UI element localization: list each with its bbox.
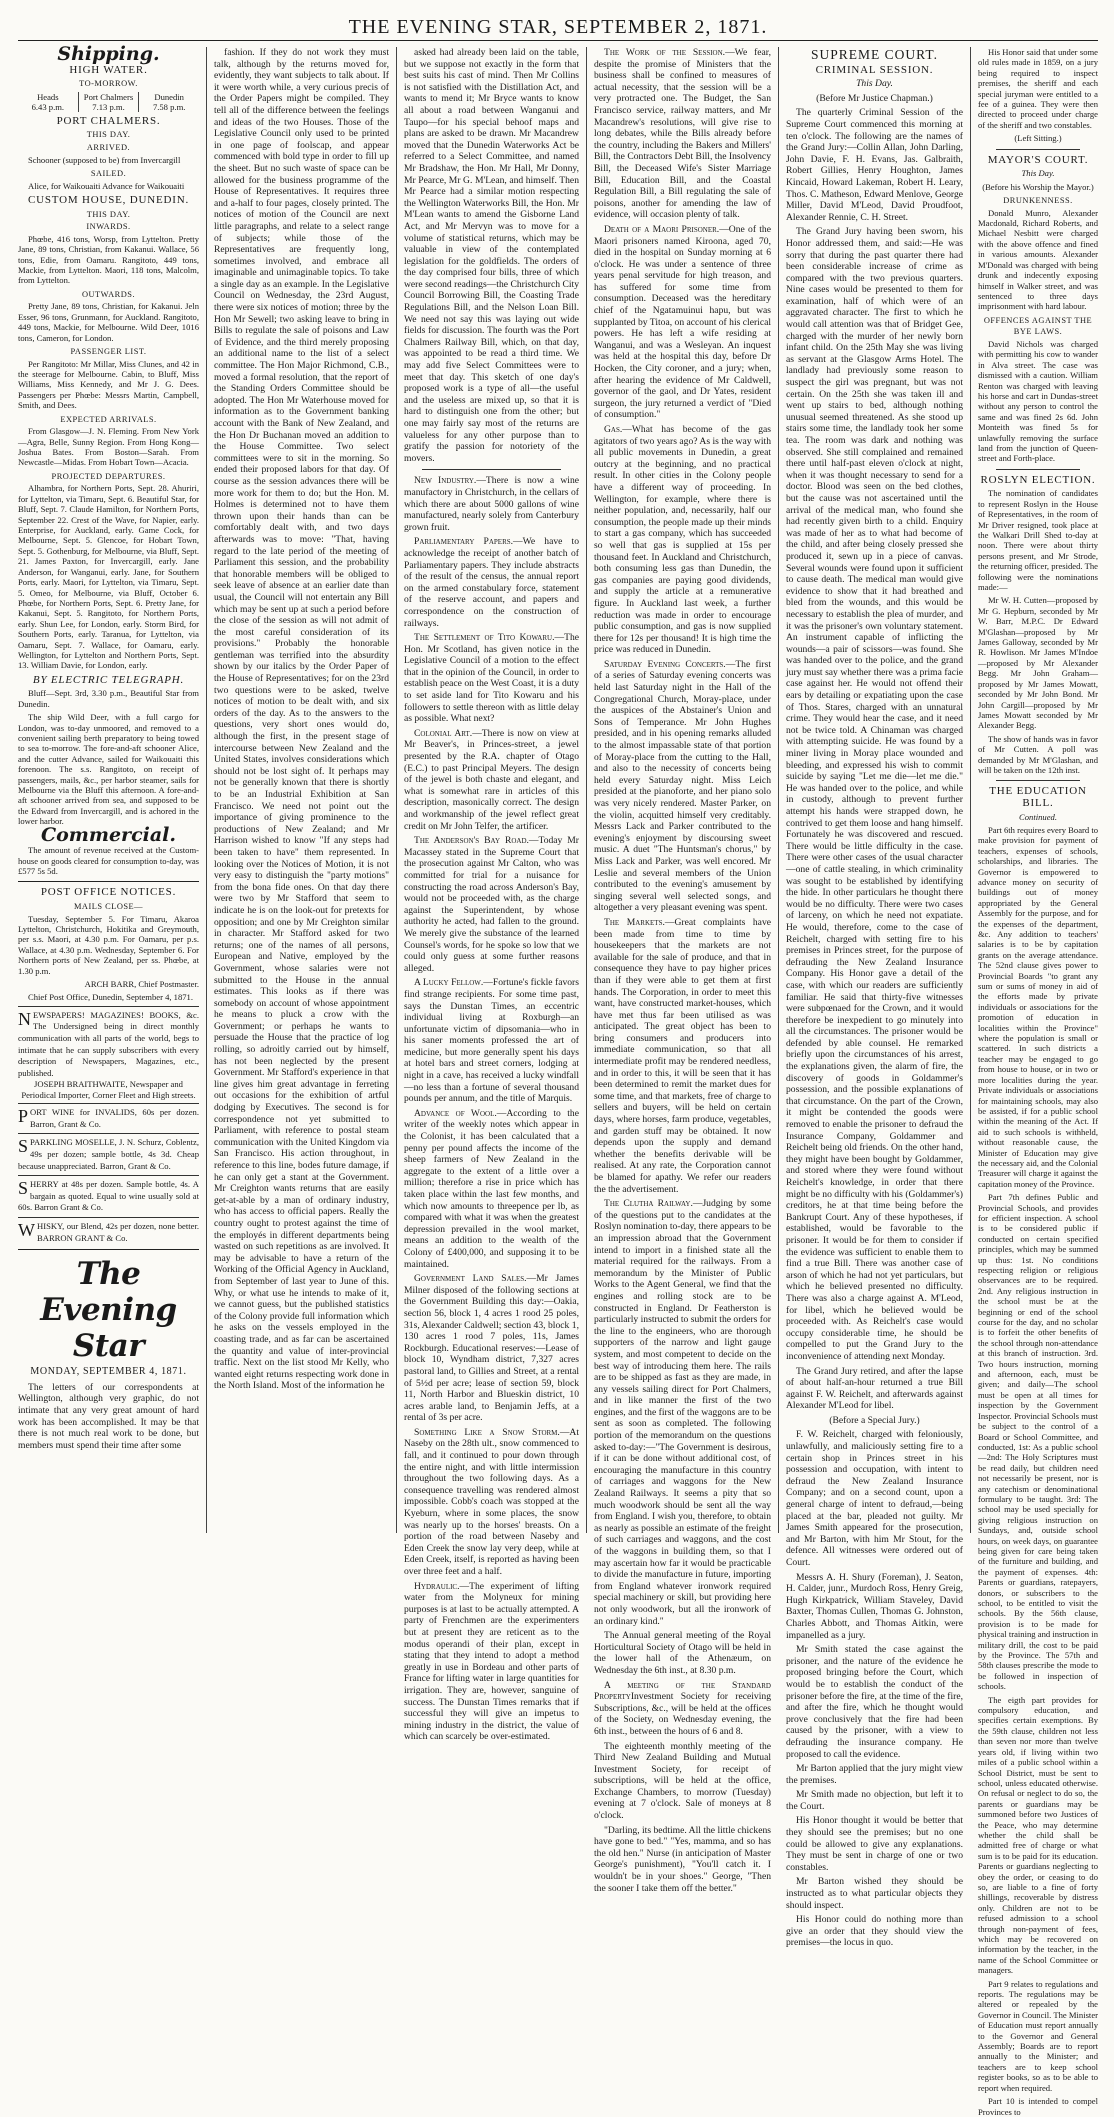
ad-sherry: SHERRY at 48s per dozen. Sample bottle, 4s. A bargain as quoted. Equal to wine usually sold at 60s. Barron Grant & Co.	[18, 1175, 199, 1214]
bye-laws-text: David Nichols was charged with permitting his cow to wander in Alva street. The case was dismissed with a caution. William Renton was charged with leaving his horse and cart in Dundas-street without any person to control the same and was fined 2s 6d. John Monteith was fined 5s for unlawfully removing the surface land from the junction of Queen-street and Forth-place.	[978, 338, 1098, 464]
inwards-label: INWARDS.	[86, 222, 131, 232]
leader-conclusion: asked had already been laid on the table, but we suppose not exactly in the form that best suits his cast of mind. Then Mr Collins is not satisfied with the Distillation Act, and wants to mend it; Mr Bryce wants to know all about a road between Wanganui and Taupo—for his special behoof maps and plans are asked to be drawn. Mr Macandrew moved that the Dunedin Waterworks Act be referred to a Select Committee, and named Mr Bradshaw, the Hon. Mr Hall, Mr Donny, Mr Pearce, Mr G. M'Lean, and himself. Then Mr Pearce had a similar motion respecting the Wellington Waterworks Bill, the Hon. Mr M'Lean wants to amend the Gisborne Land Act, and Mr Mervyn was to move for a volume of statistical returns, which may be valuable in view of the contemplated legislation for the goldfields. The orders of the day comprised four bills, three of which were second readings—the Christchurch City Council Borrowing Bill, the Coasting Trade Regulations Bill, and the Nelson Loan Bill. We need not say this was laying out wide fields for discussion. The fourth was the Port Chalmers Railway Bill, which, on that day, was appointed to be read a third time. We may add five Select Committees were to meet that day. This sketch of one day's proposed work is a type of all—the useful and the useless are mixed up, so that it is hard to distinguish one from the other; but one may fairly say most of the returns are valueless for any other purpose than to gratify the passion for notoriety of the movers.	[404, 47, 579, 464]
columns	[18, 43, 1099, 2117]
news-item-title: The Work of the Session.	[604, 47, 726, 58]
customs-heading: CUSTOM HOUSE, DUNEDIN.	[27, 193, 189, 206]
leader-date: MONDAY, SEPTEMBER 4, 1871.	[30, 1366, 187, 1378]
leader-text: The letters of our correspondents at Wellington, although very graphic, do not intimate that any very great amount of hard work has been accomplished. It may be that there is not much real work to be done, but members must spend their time after some	[18, 1381, 199, 1451]
mayor-text: Donald Munro, Alexander Macdonald, Richard Roberts, and Michael Nesbitt were charged with the above offence and fined in various amounts. Alexander M'Donald was charged with being drunk and indecently exposing himself in Walker street, and was sentenced to three days imprisonment with hard labour.	[978, 207, 1098, 312]
column-6	[970, 47, 1099, 2117]
news-item	[594, 47, 771, 221]
high-water-heading: HIGH WATER.	[69, 63, 148, 76]
court-before: (Before Mr Justice Chapman.)	[816, 92, 933, 104]
mayors-court-heading: MAYOR'S COURT.	[987, 153, 1089, 166]
news-item	[594, 1198, 771, 1627]
education-text-1: Part 6th requires every Board to make provision for payment of teachers, expenses of schools, scholarships, and libraries. The Governor is empowered to advance money on security of buildings out of money appropriated by the General Assembly for the purpose, and for the expenses of the department, &c. Any addition to teachers' salaries is to be by capitation grants on the average attendance. The 52nd clause gives power to Provincial Boards "to grant any sum or sums of money in aid of the efforts made by private individuals or associations for the promotion of education in localities within the Province" where the population is small or scattered. In such districts a teacher may be engaged to go from house to house, or in two or more localities during the year. Private individuals or associations for maintaining schools, may also be assisted, if for a public school within the meaning of the Act. If aid to such schools is withheld, without reasonable cause, the Minister of Education may give the necessary aid, and the Colonial Treasurer will charge it against the capitation money of the Province.	[978, 824, 1099, 1189]
tide-dunedin: Dunedin 7.58 p.m.	[138, 92, 199, 112]
tomorrow-label: TO-MORROW.	[79, 79, 138, 89]
telegraph-heading: BY ELECTRIC TELEGRAPH.	[32, 673, 185, 686]
news-item-text: —The first of a series of Saturday evening concerts was held last Saturday night in the Hall of the Congregational Church, Moray-place, under the auspices of the Abstainer's Union and Sons of Temperance. Mr John Hughes presided, and in his opening remarks alluded to the almost impassable state of that portion of Moray-place from the cutting to the Hall, and also to the necessity of concerts being held every Saturday night. Miss Leich presided at the pianoforte, and her piano solo was very nicely rendered. Master Parker, on the violin, acquitted himself very creditably. Messrs Lack and Parker contributed to the evening's enjoyment by discoursing sweet music. A duet "The Huntsman's chorus," by Miss Lack and Parker, was well encored. Mr Leslie and several members of the Union contributed to the evening's amusement by singing several well selected songs, and altogether a very pleasant evening was spent.	[594, 658, 771, 914]
news-item	[594, 424, 771, 656]
news-item-text: —At Naseby on the 28th ult., snow commenced to fall, and it continued to pour down through the entire night, and with little intermission throughout the two following days. As a consequence travelling was rendered almost impossible. Cobb's coach was stopped at the Kyeburn, where in some places, the snow was nearly up to the horses' breasts. On a portion of the road between Naseby and Eden Creek the snow lay very deep, while at Eden Creek, itself, is reported as having been over three feet and a half.	[404, 1426, 579, 1577]
local-news-list-2	[594, 47, 771, 1894]
court-this-day: This Day.	[856, 78, 893, 90]
news-item-title: Advance of Wool.	[414, 1107, 497, 1119]
projected-label: PROJECTED DEPARTURES.	[51, 471, 166, 481]
news-item	[404, 977, 579, 1105]
news-item-title: The Anderson's Bay Road.	[414, 835, 529, 847]
news-item	[404, 1581, 579, 1743]
news-item	[404, 632, 579, 725]
inwards-text: Phœbe, 416 tons, Worsp, from Lyttelton. Pretty Jane, 89 tons, Christian, from Kakanui. Wallace, 56 tons, Edie, from Oamaru. Rangitoto, 449 tons, Mackie, from Lyttelton. Maori, 118 tons, Malcolm, from Lyttelton.	[18, 233, 199, 286]
court-text-8: Mr Smith made no objection, but left it to the Court.	[786, 1789, 963, 1812]
divider	[422, 469, 561, 470]
divider	[996, 149, 1080, 150]
news-item-title: New Industry.	[414, 475, 477, 487]
column-1	[18, 43, 206, 1533]
news-item-title: Hydraulic.	[414, 1580, 460, 1592]
news-item-title: Government Land Sales.	[414, 1273, 527, 1285]
commercial-text: The amount of revenue received at the Custom-house on goods cleared for consumption to-day, was £577 5s 5d.	[18, 845, 199, 877]
post-office-heading: POST OFFICE NOTICES.	[40, 886, 177, 899]
telegraph-text: Bluff—Sept. 3rd, 3.30 p.m., Beautiful Star from Dunedin.	[18, 688, 199, 709]
drunkenness-label: DRUNKENNESS.	[1003, 196, 1073, 206]
ad-port-wine: PORT WINE for INVALIDS, 60s per dozen. Barron, Grant & Co.	[18, 1103, 199, 1130]
news-item	[594, 1680, 771, 1738]
news-item-text: —The experiment of lifting water from the Molyneux for mining purposes is at last to be actually attempted. A party of Frenchmen are the experimenters but at present they are reticent as to the modus operandi of their plan, except in stating that they intend to adopt a method greatly in use in Bordeau and other parts of France for lifting water in large quantities for irrigation. They are, however, sanguine of success. The Dunstan Times remarks that if successful they will give an impetus to mining industry in the district, the value of which can scarcely be over-estimated.	[404, 1580, 579, 1743]
news-item-text: Investment Society for receiving Subscriptions, &c., will be held at the offices of the Society, on Wednesday evening, the 6th inst., between the hours of 6 and 8.	[594, 1691, 771, 1737]
news-item-title: Gas.	[604, 424, 623, 435]
expected-text: From Glasgow—J. N. Fleming. From New York—Agra, Belle, Sunny Region. From Hong Kong—Joshua Bates. From Boston—Sarah. From Newcastle—Midas. From Hobart Town—Acacia.	[18, 426, 199, 468]
passenger-label: PASSENGER LIST.	[70, 347, 147, 356]
court-continued: His Honor said that under some old rules made in 1859, on a jury being required to inspect premises, the sheriff and each special juryman were entitled to a fee of a guinea. They were then directed to proceed under charge of the sheriff and two constables.	[978, 47, 1098, 130]
news-item	[404, 728, 579, 832]
ad-newspapers: NEWSPAPERS! MAGAZINES! BOOKS, &c. The Undersigned being in direct monthly communication with all parts of the world, begs to intimate that he can supply subscribers with every description of Newspapers, Magazines, etc., published.	[18, 1006, 199, 1080]
court-text-1: The quarterly Criminal Session of the Supreme Court commenced this morning at ten o'clock. The following are the names of the Grand Jury:—Collin Allan, John Darling, John Davie, F. H. Evans, Jas. Galbraith, Robert Gillies, Henry Houghton, James Kincaid, Howard Lakeman, Robert H. Leary, Thos. C. Matheson, Edward Menlove, George Miller, David M'Leod, David Proudfoot, Alexander Rennie, C. H. Street.	[786, 107, 964, 223]
news-item-text: —According to the writer of the weekly notes which appear in the Colonist, it has been calculated that a penny per pound affects the income of the sheep farmers of New Zealand in the aggregate to the extent of a little over a million; therefore a rise in price which has taken place within the last few months, and which now amounts to threepence per lb, as compared with what it was when the greatest depression prevailed in the wool market, means an addition to the wealth of the Colony of £400,000, and supposing it to be maintained.	[404, 1107, 579, 1270]
post-signature-2: Chief Post Office, Dunedin, September 4, 1871.	[28, 992, 194, 1003]
column-2	[206, 47, 396, 1533]
news-item-title: Parliamentary Papers.	[414, 536, 514, 548]
customs-this-day: THIS DAY.	[86, 209, 131, 219]
news-item	[404, 1108, 579, 1270]
expected-label: EXPECTED ARRIVALS.	[60, 414, 157, 424]
news-item-text: —We fear, despite the promise of Ministers that the business shall be confined to measures of actual necessity, that the session will be a very protracted one. The Budget, the San Francisco service, railway matters, and Mr Macandrew's resolutions, will give rise to long debates, while the Bills already before the country, including the Bakers and Millers' Bill, the Contractors Debt Bill, the Insolvency Bill, the Deceased Wife's Sister Marriage Bill, Education Bill, and the Coastal Regulation Bill, a Bill regulating the sale of poisons, another for amending the law of evidence, will occasion plenty of talk.	[594, 47, 771, 221]
column-5	[778, 47, 970, 1949]
court-text-6: Mr Smith stated the case against the prisoner, and the nature of the evidence he proposed bringing before the Court, which would be to establish the conduct of the prisoner before the fire, at the time of the fire, and after the fire, which he thought would prove conclusively that the fire had been caused by the prisoner, with a view to defrauding the insurance company. He proposed to call the evidence.	[786, 1644, 963, 1760]
news-item-text: "Darling, its bedtime. All the little chickens have gone to bed." "Yes, mamma, and so has the old hen." Nurse (in anticipation of Master George's punishment), "You'll catch it. I wouldn't be in your shoes." George, "Then the sooner I take them off the better."	[594, 1824, 771, 1894]
news-item	[594, 1630, 771, 1676]
divider	[18, 881, 199, 882]
news-item-text: —Mr James Milner disposed of the following sections at the Government Building this day:—Oakia, section 56, block 1, 4 acres 1 rood 25 poles, 31s, Alexander Caldwell; section 43, block 1, 130 acres 1 rood 7 poles, 11s, James Rockburgh. Educational reserves:—Lease of block 10, Wyndham district, 7,327 acres pastoral land, to Gillies and Street, at a rental of 5½d per acre; lease of section 59, block 11, North Harbor and Blueskin district, 10 acres arable land, to Benjamin Jeffs, at a rental of 3s per acre.	[404, 1273, 579, 1424]
masthead: THE EVENING STAR, SEPTEMBER 2, 1871.	[18, 14, 1098, 41]
left-sitting: (Left Sitting.)	[1014, 133, 1062, 144]
this-day-label: THIS DAY.	[86, 130, 131, 140]
news-item-text: —What has become of the gas agitators of two years ago? As is the way with all public movements in Dunedin, a great outcry at the beginning, and no practical result. In other cities in the Colony people have a different way of proceeding. In Wellington, for example, where there is neither population, and, necessarily, half our consumption, the people made up their minds to start a gas company, which has succeeded so well that gas is supplied at 15s per thousand feet. In Auckland and Christchurch, both consuming less gas than Dunedin, the gas companies are paying good dividends, and supply the article at a remunerative figure. In Auckland last week, a further reduction was made in order to encourage public consumption, and gas is now supplied there for 12s per thousand! It is high time the price was reduced in Dunedin.	[594, 424, 771, 656]
ad-newspapers-signature: JOSEPH BRAITHWAITE, Newspaper and Periodical Importer, Corner Fleet and High streets.	[21, 1079, 196, 1100]
ad-whisky: WHISKY, our Blend, 42s per dozen, none better. BARRON GRANT & Co.	[18, 1217, 199, 1244]
news-item-text: —Judging by some of the questions put to the candidates at the Roslyn nomination to-day, there appears to be an impression abroad that the Government intend to import in a finished state all the material required for the railways. From a memorandum by the Minister of Public Works to the Agent General, we find that the engines and rolling stock are to be constructed in England. Dr Featherston is particularly instructed to submit the orders for the line to the engineers, who are thorough supporters of the narrow and light gauge system, and most competent to decide on the best way of introducing them here. The rails are to be shipped as fast as they are made, in any vessels sailing direct for Port Chalmers, and in like manner the first of the two engines, and the first of the waggons are to be sent as soon as completed. The following portion of the memorandum on the questions asked to-day:—"The Government is desirous, if it can be done without additional cost, of encouraging the manufacture in this country of carriages and waggons for the New Zealand Railways. It seems a pity that so much woodwork should be sent all the way from England. I wish you, therefore, to obtain as nearly as possible an estimate of the freight of such carriages and waggons, and the cost of the waggons in building them, so that I may ascertain how far it would be practicable to divide the manufacture in future, importing from England whatever ironwork required special machinery or skill, but providing here not only woodwork, but all the ironwork of an ordinary kind."	[594, 1198, 771, 1627]
news-item-text: —One of the Maori prisoners named Kiroona, aged 70, died in the hospital on Sunday morning at 6 o'clock. He was under a sentence of three years penal servitude for high treason, and has suffered for some time from consumption. Deceased was the hereditary chief of the Ngatamuinui hapu, but was supplanted by Titoa, on account of his clerical powers. He has left a wife residing at Wanganui, and was a Wesleyan. An inquest was held at the hospital this day, before Dr Hocken, the City coroner, and a jury; when, after hearing the evidence of Mr Caldwell, governor of the gaol, and Dr Yates, resident surgeon, the jury returned a verdict of "Died of consumption."	[594, 223, 771, 421]
mayor-before: (Before his Worship the Mayor.)	[982, 181, 1094, 192]
sailed-text: Alice, for Waikouaiti Advance for Waikouaiti	[28, 180, 185, 191]
roslyn-text-3: The show of hands was in favor of Mr Cutten. A poll was demanded by Mr M'Glashan, and will be taken on the 12th inst.	[978, 733, 1098, 775]
news-item	[404, 1427, 579, 1578]
ad-moselle: SPARKLING MOSELLE, J. N. Schurz, Coblentz, 49s per dozen; sample bottle, 4s 3d. Cheap because unappreciated. Barron, Grant & Co.	[18, 1133, 199, 1172]
port-chalmers-heading: PORT CHALMERS.	[56, 114, 161, 127]
news-item	[404, 1273, 579, 1424]
court-text-7: Mr Barton applied that the jury might view the premises.	[786, 1763, 963, 1786]
education-text-3: The eigth part provides for compulsory education, and specifies certain exemptions. By the 59th clause, children not less than seven nor more than twelve years old, if living within two miles of a public school within a School District, must be sent to school, unless educated otherwise. On refusal or neglect to do so, the parents or guardians may be summoned before two Justices of the Peace, who may determine whether the child shall be admitted free of charge or what sum is to be paid for its education. Parents or guardians neglecting to obey the order, or ceasing to do so, are liable to a fine of forty shillings, recoverable by distress only. Children are not to be refused admission to a school through non-payment of fees, which may be recovered on information by the teacher, in the name of the School Committee or managers.	[978, 1694, 1098, 1976]
evening-star-title: The Evening Star	[40, 1256, 177, 1365]
passenger-text: Per Rangitoto: Mr Millar, Miss Clunes, and 42 in the steerage for Melbourne. Cabin, to Bluff, Miss Williams, Miss Kennedy, and Mr J. G. Dees. Passengers per Phœbe: Messrs Martin, Campbell, Smith, and Dees.	[18, 358, 199, 411]
news-item	[594, 659, 771, 914]
bye-laws-label: OFFENCES AGAINST THE BYE LAWS.	[983, 315, 1093, 337]
continued-label: Continued.	[1019, 811, 1057, 822]
news-item-text: —The Hon. Mr Scotland, has given notice in the Legislative Council of a motion to the effect that in the opinion of the Council, in order to establish peace on the West Coast, it is a duty to set aside land for Tito Kowaru and his followers to settle thereon with as little delay as possible. What next?	[404, 632, 579, 725]
news-item-text: —There is now on view at Mr Beaver's, in Princes-street, a jewel presented by the R.A. chapter of Otago (E.C.) to past Principal Meyers. The design of the jewel is both chaste and elegant, and what is somewhat rare in articles of this description, masonically correct. The design and workmanship of the jewel reflect great credit on Mr John Telfer, the artificer.	[404, 727, 579, 832]
news-item-title: The Settlement of Tito Kowaru.	[414, 632, 555, 644]
post-signature: ARCH BARR, Chief Postmaster.	[84, 979, 199, 990]
shipping-news: The ship Wild Deer, with a full cargo for London, was to-day unmoored, and removed to a convenient sailing berth preparatory to being towed to sea to-morrow. The fore-and-aft schooner Alice, and the cutter Advance, sailed for Waikouaiti this forenoon. The s.s. Rangitoto, on receipt of passengers, mails, &c., per harbor steamer, sails for Melbourne via the Bluff this afternoon. A fore-and-aft schooner arrived from sea, and supposed to be the Edward from Invercargill, and is achored in the lower harbor.	[18, 712, 199, 827]
mails-close-label: MAILS CLOSE—	[73, 902, 144, 912]
roslyn-election-heading: ROSLYN ELECTION.	[980, 473, 1096, 486]
roslyn-text-1: The nomination of candidates to represent Roslyn in the House of Representatives, in the room of Mr Driver resigned, took place at the Walkari Drill Shed to-day at noon. There were about thirty persons present, and Mr Strode, the returning officer, presided. The following were the nominations made:—	[978, 488, 1098, 593]
projected-text: Alhambra, for Northern Ports, Sept. 28. Ahuriri, for Lyttelton, via Timaru, Sept. 6. Beautiful Star, for Bluff, Sept. 7. Claude Hamilton, for Northern Ports, September 22. Crest of the Wave, for Napier, early. Enterprise, for Auckland, early. Game Cock, for Melbourne, Sept. 5. Glencoe, for Hobart Town, Sept. 5. Gothenburg, for Melbourne, via Bluff, Sept. 21. James Paxton, for Invercargill, early. Jane Anderson, for Wanganui, early. Jane, for Southern Ports, early. Maori, for Lyttelton, via Timaru, Sept. 5. Omeo, for Melbourne, via Bluff, October 6. Phœbe, for Northern Ports, Sept. 6. Pretty Jane, for Kakanui, Sept. 5. Rangitoto, for Northern Ports, early. Shun Lee, for London, early. Storm Bird, for Southern Ports, early. Taranua, for Lyttelton, via Oamaru, Sept. 7. Wallace, for Oamaru, early. Wellington, for Lyttelton and Northern Ports, Sept. 13. William Davie, for London, early.	[18, 483, 199, 671]
news-item-title: Colonial Art.	[414, 727, 473, 739]
mayor-this-day: This Day.	[1021, 168, 1055, 179]
news-item-title: The Clutha Railway.	[604, 1198, 693, 1210]
news-item	[594, 917, 771, 1195]
leader-continued: fashion. If they do not work they must talk, although by the returns moved for, evidently, they want subjects to talk about. If it were worth while, a very curious precis of the Order Papers might be compiled. They tell all of the difference between the feelings and ideas of the two Houses. Those of the Legislative Council only used to be printed in one page of foolscap, and appear commenced with bold type in order to fill up the sheet. But no such waste of space can be allowed for the business programme of the House of Representatives. It requires three and a-half to four pages, closely printed. The notices of motion of the Council are next little paragraphs, and relate to a select range of subjects; while those of the Representatives are frequently long, sometimes involved, and embrace all imaginable and unimaginable topics. To take a single day as an example. In the Legislative Council on Wednesday, the 23rd August, there were six notices of motion; three by the Hon Mr Sewell; two asking leave to bring in Bills to regulate the sale of poisons and Law of Evidence, and the third merely proposing an additional name to the list of a select committee. The Hon Major Richmond, C.B., moved a formal resolution, that the report of the Standing Orders Committee should be adopted. The Hon Mr Waterhouse moved for information as to the Government banking account with the Bank of New Zealand, and the Hon Dr Buchanan moved an addition to the House Committee. Two select committees were to sit in the morning. So ended their proposed labors for that day. Of course as the session advances there will be more work for them to do; but the Hon. M. Holmes is determined not to have them thrown upon their hands than can be comfortably dealt with, and two days afterwards was to move: "That, having regard to the late period of the meeting of Parliament this session, and the probability that honorable members will be obliged to seek leave of absence at an earlier date than usual, the Council will not entertain any Bill which may be sent up at such a period before the close of the session as will not admit of the most careful consideration of its provisions." Probably the honorable gentleman was terrified into the absurdity shown by our italics by the Order Paper of the House of Representatives; for on the 23rd two questions were to be asked, twelve notices of motion to be dealt with, and six orders of the day. As to the answers to the questions, very short ones would do, although the first, in the present stage of intercourse between New Zealand and the United States, involves considerations which should not be lost sight of. It perhaps may not be generally known that there is shortly to be an Industrial Exhibition at San Francisco. We need not point out the importance of giving prominence to the productions of New Zealand; and Mr Harrison wished to know "If any steps had been taken to have" them represented. In looking over the Notices of Motion, it is not very easy to distinguish the "party motions" from the bona fide ones. On that day there were two by Mr Stafford that seem to indicate he is on the look-out for pretexts for opposition; and one by Mr Creighton similar in character. Mr Stafford asked for two returns; one of the names of all persons, European and Native, employed by the Government, whose salaries were not submitted to the House in the annual estimates. This looks as if there was somebody on account of whose appointment he means to pluck a crow with the Government; or perhaps he wants to persuade the House that the practice of log rolling, so adroitly carried out by himself, has not been neglected by the present Government. Mr Stafford's experience in that line gives him great advantage in ferreting out occasions for the exhibition of artful dodging by Executives. The second is for correspondence not yet submitted to Parliament, with reference to postal steam communication with the United Kingdom via San Francisco. His action throughout, in reference to this line, bodes future damage, if he can only get a stant at the Government. Mr Creighton wants returns that are easily get-at-able by a man of ordinary industry, who has access to official papers. Really the country ought to protest against the time of the employés in different departments being wasted on such repetitions as are involved. It may be advisable to have a return of the Working of the Official Agency in Auckland, from September of last year to June of this. Why, or what use he intends to make of it, we cannot guess, but the published statistics of the Colony provide full information which he asks on the vessels employed in the coasting trade, and as far can be ascertained the quantity and value of inter-provincial traffic. Next on the list stood Mr Kelly, who wanted eight returns respecting work done in the North Island. Most of the information he	[214, 47, 389, 1392]
supreme-court-heading: SUPREME COURT.	[811, 47, 938, 62]
news-item	[404, 536, 579, 629]
court-text-11: His Honor could do nothing more than give an order that they should view the premises—the locus in quo.	[786, 1914, 963, 1949]
news-item-text: —Great complaints have been made from time to time by housekeepers that the markets are not available for the sale of produce, and that in consequence they have to pay higher prices than if they were able to get them at first hands. The Corporation, in order to meet this want, have constructed market-houses, which have met thus far been utilised as was anticipated. The great object has been to bring consumers and producers into immediate communication, so that all intermediate profit may be rendered needless, and in order to this, it will be seen that it has been determined to remit the market dues for some time, and that markets, free of charge to sellers and buyers, will be held on certain days, where horses, farm produce, vegetables, and garden stuff may be obtained. It now depends upon the supply and demand whether the benefits derivable will be realised. At any rate, the Corporation cannot be blamed for apathy. We refer our readers the the advertisement.	[594, 916, 771, 1195]
news-item	[594, 224, 771, 421]
news-item-title: Death of a Maori Prisoner.	[604, 223, 720, 235]
news-item-text: The eighteenth monthly meeting of the Third New Zealand Building and Mutual Investment Society, for receipt of subscriptions, will be held at the office, Exchange Chambers, to morrow (Tuesday) evening at 7 o'clock. Sale of moneys at 8 o'clock.	[594, 1740, 771, 1822]
court-text-3: The Grand Jury retired, and after the lapse of about half-an-hour returned a true Bill against F. W. Reichelt, and afterwards against Alexander M'Leod for libel.	[786, 1365, 963, 1412]
court-text-10: Mr Barton wished they should be instructed as to what particular objects they should inspect.	[786, 1876, 963, 1911]
news-item-text: —Fortune's fickle favors find strange recipients. For some time past, says the Dunstan Times, an eccentric individual living at Roxburgh—an unfortunate victim of dipsomania—who in his saner moments professed the art of medicine, but more generally spent his days at hotel bars and street corners, lodging at night in a cave, has received a lucky windfall—no less than a fortune of several thousand pounds per annum, and the title of Marquis.	[404, 977, 579, 1105]
court-text-9: His Honor thought it would be better that they should see the premises; but no one could be allowed to give any explanations. They must be sent in charge of one or two constables.	[786, 1815, 963, 1873]
roslyn-text-2: Mr W. H. Cutten—proposed by Mr G. Hepburn, seconded by Mr W. Barr, M.P.C. Dr Edward M'Glashan—proposed by Mr James Galloway, seconded by Mr R. Howlison. Mr James M'Indoe—proposed by Mr Alexander Begg. Mr John Graham—proposed by Mr James Mowatt, seconded by Mr John Bond. Mr John Cargill—proposed by Mr James Mowatt seconded by Mr Alexander Begg.	[978, 595, 1098, 731]
news-item-title: The Markets.	[604, 916, 665, 928]
criminal-session-heading: CRIMINAL SESSION.	[815, 63, 934, 76]
court-text-4: F. W. Reichelt, charged with feloniously, unlawfully, and maliciously setting fire to a certain shop in Princes street in his possession and occupation, with intent to defraud the New Zealand Insurance Company; and on a second count, upon a general charge of intent to defraud,—being placed at the bar, pleaded not guilty. Mr James Smith appeared for the prosecution, and Mr Barton, with him Mr Stout, for the defence. All witnesses were ordered out of Court.	[786, 1429, 963, 1568]
outwards-label: OUTWARDS.	[81, 289, 136, 299]
divider	[18, 1249, 199, 1250]
news-item	[404, 475, 579, 533]
local-news-list	[404, 475, 579, 1743]
shipping-heading: Shipping.	[57, 43, 160, 65]
tide-port-chalmers: Port Chalmers 7.13 p.m.	[78, 92, 139, 112]
court-text-5: Messrs A. H. Shury (Foreman), J. Seaton, H. Calder, junr., Murdoch Ross, Henry Greig, Hugh Kirkpatrick, William Staveley, David Baxter, Thomas Cullen, Thomas G. Johnston, Charles Abbott, and Thomas Aitkin, were impanelled as a jury.	[786, 1571, 963, 1641]
education-bill-heading: THE EDUCATION BILL.	[989, 785, 1087, 809]
news-item-text: The Annual general meeting of the Royal Horticultural Society of Otago will be held in the lower hall of the Athenæum, on Wednesday the 6th inst., at 8.30 p.m.	[594, 1630, 771, 1676]
news-item	[404, 835, 579, 974]
special-jury-label: (Before a Special Jury.)	[829, 1414, 920, 1426]
tide-heads: Heads 6.43 p.m.	[31, 91, 65, 112]
education-text-4: Part 9 relates to regulations and reports. The regulations may be altered or repealed by the Governor in Council. The Minister of Education must report annually to the Governor and General Assembly; Boards are to report annually to the Minister; and teachers are to keep school register books, so as to be able to report when required.	[978, 1978, 1098, 2093]
tide-table	[18, 92, 199, 112]
divider	[996, 780, 1080, 781]
education-text-5: Part 10 is intended to compel Provinces to	[978, 2096, 1098, 2117]
arrived-text: Schooner (supposed to be) from Invercargill	[28, 154, 181, 165]
arrived-label: ARRIVED.	[86, 142, 131, 152]
column-4	[586, 47, 778, 1894]
divider	[996, 469, 1080, 470]
post-text: Tuesday, September 5. For Timaru, Akaroa Lyttelton, Christchurch, Hokitika and Greymouth, per s.s. Maori, at 4.30 p.m. For Oamaru, per p.s. Wallace, at 4.30 p.m. Wednesday, September 6. For Northern ports of New Zealand, per ss. Phœbe, at 1.30 p.m.	[18, 913, 199, 976]
column-3	[396, 47, 586, 1743]
news-item-title: A meeting of the Standard Property	[594, 1679, 771, 1703]
news-item-title: A Lucky Fellow.	[414, 977, 484, 989]
news-item	[594, 1741, 771, 1822]
commercial-heading: Commercial.	[40, 823, 177, 846]
news-item-text: —We have to acknowledge the receipt of another batch of Parliamentary papers. They include abstracts of the result of the census, the annual report on the armed constabulary force, statement of the reserve account, and papers and correspondence on the construction of railways.	[404, 536, 579, 629]
news-item-text: —There is now a wine manufactory in Christchurch, in the cellars of which there are about 5000 gallons of wine manufactured, nearly solely from Canterbury grown fruit.	[404, 475, 579, 533]
outwards-text: Pretty Jane, 89 tons, Christian, for Kakanui. Jeln Esser, 96 tons, Grunmann, for Auckland. Rangitoto, 449 tons, Mackie, for Melbourne. Wild Deer, 1016 tons, Cameron, for London.	[18, 301, 199, 343]
education-text-2: Part 7th defines Public and Provincial Schools, and provides for efficient inspection. A school is to be considered public if conducted on certain specified principles, which may be summed up thus: 1st. No conditions respecting religion or religious observances are to be required. 2nd. Any religious instruction in the school must be at the beginning or end of the school course for the day, and no scholar is to forfeit the other benefits of the school through non-attendance at this branch of instruction. 3rd. Two hours instruction, morning and afternoon, each, must be given; and daily—The school must be open at all times for inspection by the Government Inspector. Provincial Schools must be subject to the control of a Board or School Committee, and conducted, 1st: As a public school—2nd: The Holy Scriptures must be read daily, but children need not necessarily be present, nor is any catechism or denominational formulary to be taught. 3rd: The school may be used specially for giving religious instruction on Sundays, and, outside school hours, on week days, on guarantee being given for care being taken of the furniture and building, and the payment of expenses. 4th: Parents or guardians, ratepayers, donors, or subscribers to the school, to be entitled to visit the schools. By the 56th clause, provision is to be made for physical training and instruction in military drill, the cost to be paid by the Province. The 57th and 58th clauses prescribe the mode to be followed in inspection of schools.	[978, 1192, 1098, 1692]
news-item	[594, 1825, 771, 1895]
news-item-title: Saturday Evening Concerts.	[604, 658, 726, 670]
sailed-label: SAILED.	[90, 168, 127, 178]
court-text-2: The Grand Jury having been sworn, his Honor addressed them, and said:—He was sorry that during the past quarter there had been considerable increase of crime as compared with the two previous quarters. Nine cases would be presented to them for examination, half of which were of an aggravated character. The first to which he would call attention was that of Bridget Gee, charged with the murder of her newly born infant child. On the 25th May she was living as servant at the Glasgow Arms Hotel. The landlady had previously some reason to suspect the girl was pregnant, but was not certain. On the 25th she was taken ill and went up stairs to bed, although nothing unusual seemed threatened. As she stood up stairs some time, the landlady took her some tea. The room was dark and nothing was observed. She still complained and remained there until half-past eleven o'clock at night, when it was thought necessary to send for a doctor. Blood was seen on the bed clothes, but the cause was not ascertained until the arrival of the medical man, who found she had recently given birth to a child. Enquiry was made of her as to what had become of the child, and after being closely pressed she produced it, sewn up in a piece of canvas. Several wounds were found upon it sufficient to cause death. The medical man would give evidence to show that it had breathed and bled from the wounds, and this would be necessary to establish the plea of murder, and it was the prisoner's own voluntary statement. An instrument capable of inflicting the wounds—a pair of scissors—was found. She was handed over to the police, and the grand jury must say whether there was a prima facie case against her. He would not offend their ears by detailing or expatiating upon the case of Thos. Stares, charged with an unnatural crime. They would hear the case, and it need not be twice told. A Chinaman was charged with attempting suicide. He was found by a miner living in Moray place wounded and bleeding, and expressed his wish to commit suicide by saying "Let me die—let me die." He was handed over to the police, and while in custody, although to prevent further attempt his hands were strapped down, he contrived to get them loose and hang himself. Fortunately he was discovered and rescued. There would be little difficulty in the case. There were other cases of the usual character—one of cattle stealing, in which criminality was sought to be established by identifying the hide. In other particulars he thought there would be no difficulty. There were two cases of larceny, on which he need not expatiate. He would, therefore, come to the case of Reichelt, charged with setting fire to his premises in Princes street, for the purpose of defrauding the New Zealand Insurance Company. His Honor gave a detail of the case, with which our readers are sufficiently familiar. He said that thirty-five witnesses were subpœnaed for the Crown, and it would therefore be inexpedient to go minutely into all the circumstances. The prisoner would be defended by able counsel. He remarked briefly upon the circumstances of his arrest, the explanations given, the alarm of fire, the discovery of goods in Goldammer's possession, and the possible explanations of that circumstance. On the part of the Crown, it might be contended the goods were removed to enable the prisoner to defraud the Insurance Company, Goldammer and Reichelt being old friends. On the other hand, they might have been bought by Goldammer, and stored where they were found without Reichelt's knowledge, in order that there might be no difficulty with his (Goldammer's) creditors, he at that time being before the Bankrupt Court. Any of these hypotheses, if established, would be favorable to the prisoner. It would be for them to consider if the evidence was sufficient to enable them to find a true Bill. There was another case of arson of which he had not yet particulars, but which he believed presented no difficulty. There was also a charge against A. M'Leod, for libel, which he believed would be proceeded with. As Reichelt's case would occupy considerable time, he should be compelled to put the Grand Jury to the inconvenience of attending next Monday.	[786, 226, 963, 1362]
news-item-text: —Today Mr Macassey stated in the Supreme Court that the prosecution against Mr Calton, who was committed for trial for a nuisance for constructing the road across Anderson's Bay, would not be proceeded with, as the charge against the Superintendent, by whose authority he acted, had fallen to the ground. We merely give the substance of the learned Counsel's words, for he spoke so low that we could only guess at some further reasons alleged.	[404, 835, 579, 974]
news-item-title: Something Like a Snow Storm.	[414, 1426, 560, 1438]
